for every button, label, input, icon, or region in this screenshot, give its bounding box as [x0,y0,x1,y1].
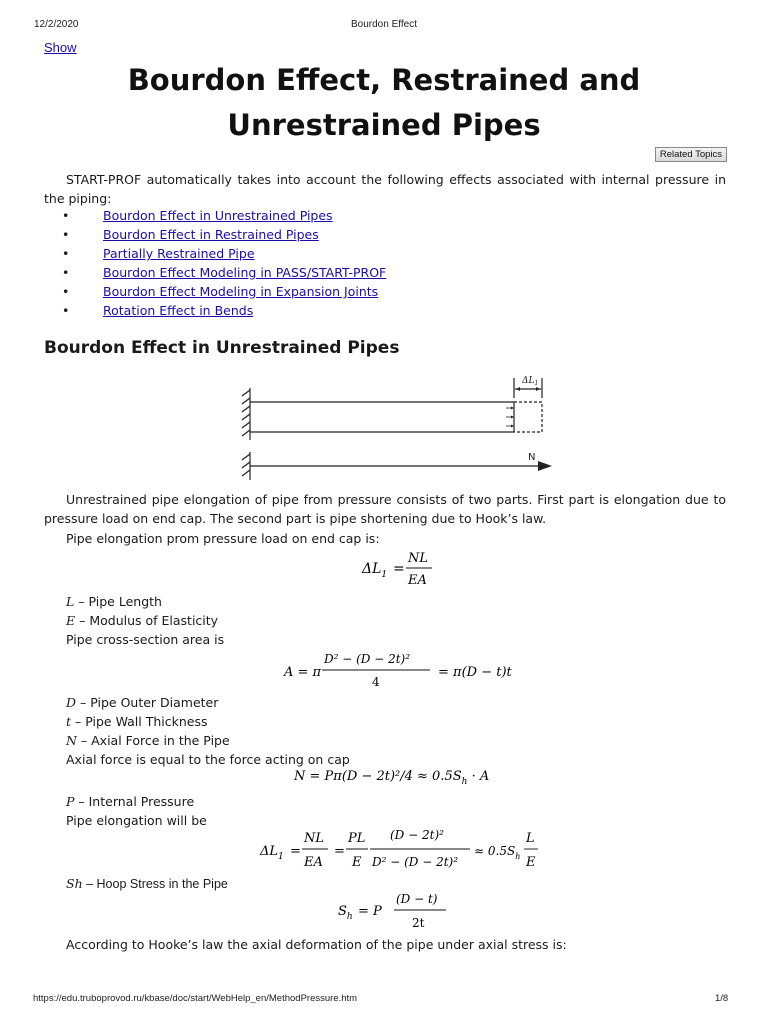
def-pressure: P – Internal Pressure [66,794,195,809]
wall-hatch-bottom [242,454,250,476]
def-hoop-stress: Sh – Hoop Stress in the Pipe [66,876,228,891]
elongation-paragraph: Unrestrained pipe elongation of pipe from pressure consists of two parts. First part is elongation due to pressure load on end cap. The second part is pipe shortening due to Hook’s law. [44,492,726,526]
def-thickness: t – Pipe Wall Thickness [66,714,208,729]
pipe-elongation-diagram [228,368,568,483]
show-link[interactable]: Show [44,40,77,55]
f4-eq: = [290,844,301,859]
f2-rhs: = π(D − t)t [438,665,512,680]
f1-den: EA [408,573,427,588]
f3-expr: $N = P\pi(D - 2t)^2/4 \approx 0.5S_h \cdot A$ [294,769,490,787]
footer-url: https://edu.truboprovod.ru/kbase/doc/start/WebHelp_en/MethodPressure.htm [33,993,358,1004]
f2-den: 4 [372,675,380,689]
topic-link-modeling-pass[interactable]: Bourdon Effect Modeling in PASS/START-PROF [103,265,387,280]
bullet: • [62,227,70,242]
bullet: • [62,265,70,280]
endcap-elongation-text: Pipe elongation prom pressure load on end cap is: [66,531,380,546]
formula-total-elongation [258,822,548,872]
related-topics-button[interactable]: Related Topics [655,147,727,162]
formula-axial-force [292,762,532,788]
formula-hoop-stress [336,886,456,934]
def-axial-force: N – Axial Force in the Pipe [66,733,230,748]
def-modulus: E – Modulus of Elasticity [66,613,219,628]
bullet: • [62,246,70,261]
wall-hatch-top [242,390,250,436]
page-title-line1: Bourdon Effect, Restrained and [127,63,641,97]
bullet: • [62,208,70,223]
f5-den: 2t [412,916,425,930]
print-date: 12/2/2020 [34,19,79,30]
area-text: Pipe cross-section area is [66,632,225,647]
elongation-text: Pipe elongation will be [66,813,207,828]
topic-link-expansion-joints[interactable]: Bourdon Effect Modeling in Expansion Joints [103,284,379,299]
topic-link-partially-restrained[interactable]: Partially Restrained Pipe [103,246,255,261]
f4-n3: (D − 2t)² [390,828,444,842]
def-length: L – Pipe Length [66,594,162,609]
f5-num: (D − t) [396,892,438,906]
intro-paragraph: START-PROF automatically takes into account the following effects associated with internal pressure in the piping: [44,172,726,206]
f2-lhs: A = π [284,665,322,680]
f2-num: D² − (D − 2t)² [324,652,411,666]
topic-link-rotation-bends[interactable]: Rotation Effect in Bends [103,303,254,318]
bullet: • [62,303,70,318]
f1-eq: = [393,561,405,577]
topic-link-restrained[interactable]: Bourdon Effect in Restrained Pipes [103,227,319,242]
topic-link-unrestrained[interactable]: Bourdon Effect in Unrestrained Pipes [103,208,333,223]
f4-d3: D² − (D − 2t)² [372,855,459,869]
f4-d1: EA [304,855,323,870]
f4-d2: E [352,855,362,870]
formula-area [282,646,522,692]
formula-delta-l1 [360,546,440,590]
f4-n4: L [526,831,535,846]
f4-d4: E [526,855,536,870]
f4-eq2: = [334,844,345,859]
axial-force-text: Axial force is equal to the force acting on cap [66,752,350,767]
def-diameter: D – Pipe Outer Diameter [66,695,219,710]
print-page-title: Bourdon Effect [351,19,417,30]
bullet: • [62,284,70,299]
f4-n1: NL [304,831,325,846]
page-title-line2: Unrestrained Pipes [227,108,541,142]
delta-l-label: $\Delta L_1$ [522,376,539,387]
page-title [0,58,768,148]
section-heading: Bourdon Effect in Unrestrained Pipes [44,338,400,358]
f5-eq: = P [358,904,382,919]
f4-lhs: $\Delta L_1$ [260,844,284,862]
f4-approx: ≈ $0.5S_h$ [474,844,521,861]
footer-page-number: 1/8 [715,993,729,1004]
elongated-cap-dashed [514,402,542,432]
f1-num: NL [408,551,429,566]
hooke-law-text: According to Hooke’s law the axial deformation of the pipe under axial stress is: [66,937,567,952]
force-arrowhead [538,461,552,471]
f4-n2: PL [348,831,366,846]
f5-lhs: $S_h$ [338,904,353,922]
force-label: N [528,452,536,463]
f1-lhs: $\Delta L_1$ [362,561,388,580]
